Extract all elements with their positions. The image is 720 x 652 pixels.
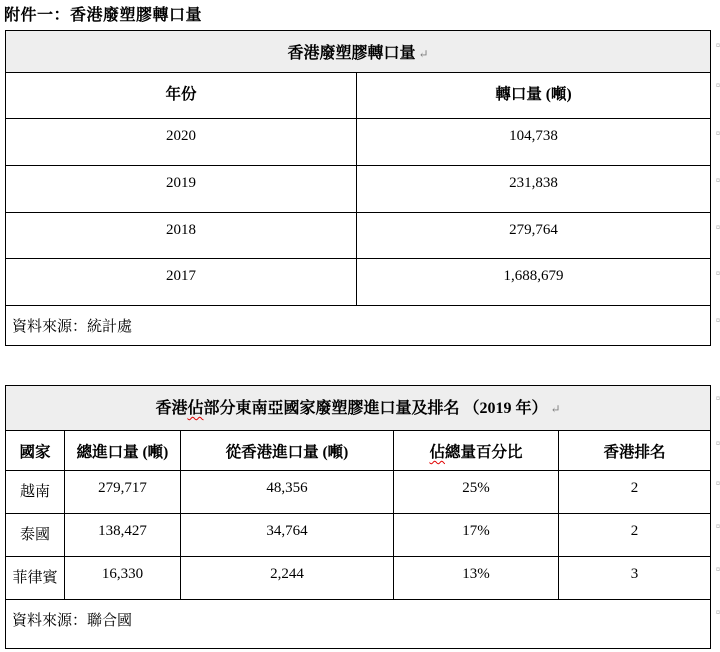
row-end-marker-icon: ¤ — [716, 129, 720, 138]
row-end-marker-icon: ¤ — [716, 176, 720, 185]
table2-title-prefix: 香港 — [155, 400, 188, 417]
table2-title-suffix: 部分東南亞國家廢塑膠進口量及排名 （2019 年） — [203, 400, 548, 417]
row-end-marker-icon: ¤ — [716, 41, 720, 50]
year-column-header: 年份 — [6, 73, 357, 119]
volume-cell: 231,838 — [357, 166, 711, 213]
imports-from-hk-cell: 48,356 — [181, 471, 394, 514]
row-end-marker-icon: ¤ — [716, 565, 720, 574]
table-row — [6, 213, 711, 259]
table-row — [6, 119, 711, 166]
hk-rank-cell: 2 — [559, 514, 711, 557]
paragraph-mark-icon: ↵ — [550, 402, 561, 416]
country-column-header: 國家 — [6, 431, 65, 471]
table1-title: 香港廢塑膠轉口量 — [287, 45, 416, 62]
row-end-marker-icon: ¤ — [716, 394, 720, 403]
table1-title-cell — [6, 31, 711, 73]
table-row — [6, 557, 711, 600]
table-row — [6, 471, 711, 514]
year-cell: 2020 — [6, 119, 357, 166]
year-cell: 2018 — [6, 213, 357, 259]
volume-column-header: 轉口量 (噸) — [357, 73, 711, 119]
table-row — [6, 386, 711, 431]
table1-source: 資料來源：統計處 — [6, 306, 711, 346]
sea-imports-table-container — [5, 385, 720, 649]
table-row — [6, 31, 711, 73]
percentage-cell: 13% — [394, 557, 559, 600]
table2-title-cell — [6, 386, 711, 431]
imports-from-hk-cell: 34,764 — [181, 514, 394, 557]
table-row — [6, 166, 711, 213]
percentage-cell: 25% — [394, 471, 559, 514]
volume-cell: 104,738 — [357, 119, 711, 166]
row-end-marker-icon: ¤ — [716, 522, 720, 531]
imports-from-hk-column-header: 從香港進口量 (噸) — [181, 431, 394, 471]
table-row — [6, 73, 711, 119]
country-cell: 泰國 — [6, 514, 65, 557]
row-end-marker-icon: ¤ — [716, 269, 720, 278]
row-end-marker-icon: ¤ — [716, 316, 720, 325]
percentage-column-header-text: 總量百分比 — [445, 444, 523, 461]
row-end-marker-icon: ¤ — [716, 439, 720, 448]
transshipment-table — [5, 30, 711, 346]
year-cell: 2019 — [6, 166, 357, 213]
total-imports-cell: 16,330 — [65, 557, 181, 600]
table-row — [6, 259, 711, 306]
total-imports-cell: 138,427 — [65, 514, 181, 557]
attachment-title: 附件一：香港廢塑膠轉口量 — [4, 7, 203, 24]
row-end-marker-icon: ¤ — [716, 81, 720, 90]
hk-rank-cell: 3 — [559, 557, 711, 600]
sea-imports-table — [5, 385, 711, 649]
hk-rank-column-header: 香港排名 — [559, 431, 711, 471]
imports-from-hk-cell: 2,244 — [181, 557, 394, 600]
table-row — [6, 431, 711, 471]
table-row — [6, 600, 711, 649]
percentage-column-header — [394, 431, 559, 471]
spellcheck-squiggle: 佔 — [429, 444, 445, 461]
year-cell: 2017 — [6, 259, 357, 306]
volume-cell: 1,688,679 — [357, 259, 711, 306]
transshipment-table-container — [5, 30, 720, 346]
spellcheck-squiggle: 佔 — [187, 400, 204, 417]
country-cell: 越南 — [6, 471, 65, 514]
total-imports-cell: 279,717 — [65, 471, 181, 514]
hk-rank-cell: 2 — [559, 471, 711, 514]
row-end-marker-icon: ¤ — [716, 608, 720, 617]
country-cell: 菲律賓 — [6, 557, 65, 600]
row-end-marker-icon: ¤ — [716, 223, 720, 232]
total-imports-column-header: 總進口量 (噸) — [65, 431, 181, 471]
volume-cell: 279,764 — [357, 213, 711, 259]
percentage-cell: 17% — [394, 514, 559, 557]
table-row — [6, 306, 711, 346]
paragraph-mark-icon: ↵ — [418, 47, 429, 61]
row-end-marker-icon: ¤ — [716, 479, 720, 488]
table-row — [6, 514, 711, 557]
table2-source: 資料來源：聯合國 — [6, 600, 711, 649]
